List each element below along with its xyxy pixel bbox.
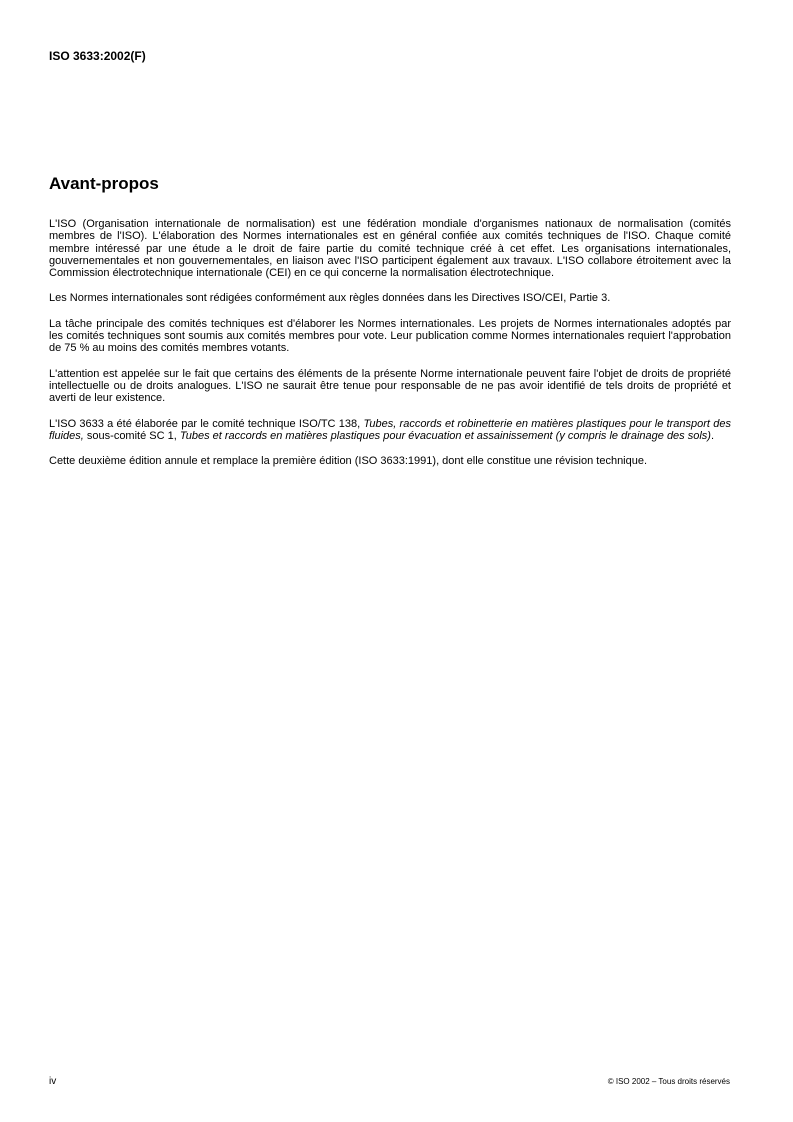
paragraph-5-italic-2: Tubes et raccords en matières plastiques pour évacuation et assainissement (y compris le drainage des sols) bbox=[179, 429, 711, 442]
foreword-body bbox=[49, 218, 731, 480]
page-title: Avant-propos bbox=[49, 174, 159, 193]
page-number: iv bbox=[49, 1076, 57, 1087]
document-id: ISO 3633:2002(F) bbox=[49, 49, 146, 63]
copyright-notice: © ISO 2002 – Tous droits réservés bbox=[607, 1077, 730, 1086]
paragraph-5-text-1: L'ISO 3633 a été élaborée par le comité technique ISO/TC 138, bbox=[49, 417, 364, 430]
paragraph-3: La tâche principale des comités techniques est d'élaborer les Normes internationales. Les projets de Normes internationales adoptés par les comités techniques sont soumis aux comités membres pour vote. Leur publication comme Normes internationales requiert l'approbation de 75 % au moins des comités membres votants. bbox=[49, 317, 731, 355]
paragraph-2: Les Normes internationales sont rédigées conformément aux règles données dans les Directives ISO/CEI, Partie 3. bbox=[49, 292, 611, 305]
paragraph-1: L'ISO (Organisation internationale de normalisation) est une fédération mondiale d'organismes nationaux de normalisation (comités membres de l'ISO). L'élaboration des Normes internationales est en général confiée aux comités techniques de l'ISO. Chaque comité membre intéressé par une étude a le droit de faire partie du comité technique créé à cet effet. Les organisations internationales, gouvernementales et non gouvernementales, en liaison avec l'ISO participent également aux travaux. L'ISO collabore étroitement avec la Commission électrotechnique internationale (CEI) en ce qui concerne la normalisation électrotechnique. bbox=[49, 218, 731, 280]
paragraph-5-text-2: sous-comité SC 1, bbox=[83, 429, 180, 442]
paragraph-6: Cette deuxième édition annule et remplace la première édition (ISO 3633:1991), dont elle constitue une révision technique. bbox=[49, 455, 648, 468]
paragraph-5-text-3: . bbox=[710, 429, 715, 442]
paragraph-4: L'attention est appelée sur le fait que certains des éléments de la présente Norme internationale peuvent faire l'objet de droits de propriété intellectuelle ou de droits analogues. L'ISO ne saurait être tenue pour responsable de ne pas avoir identifié de tels droits de propriété et averti de leur existence. bbox=[49, 367, 731, 405]
paragraph-5 bbox=[49, 418, 731, 443]
paragraph-5-italic-1: Tubes, raccords et robinetterie en matières plastiques pour le transport des fluides, bbox=[49, 417, 731, 442]
